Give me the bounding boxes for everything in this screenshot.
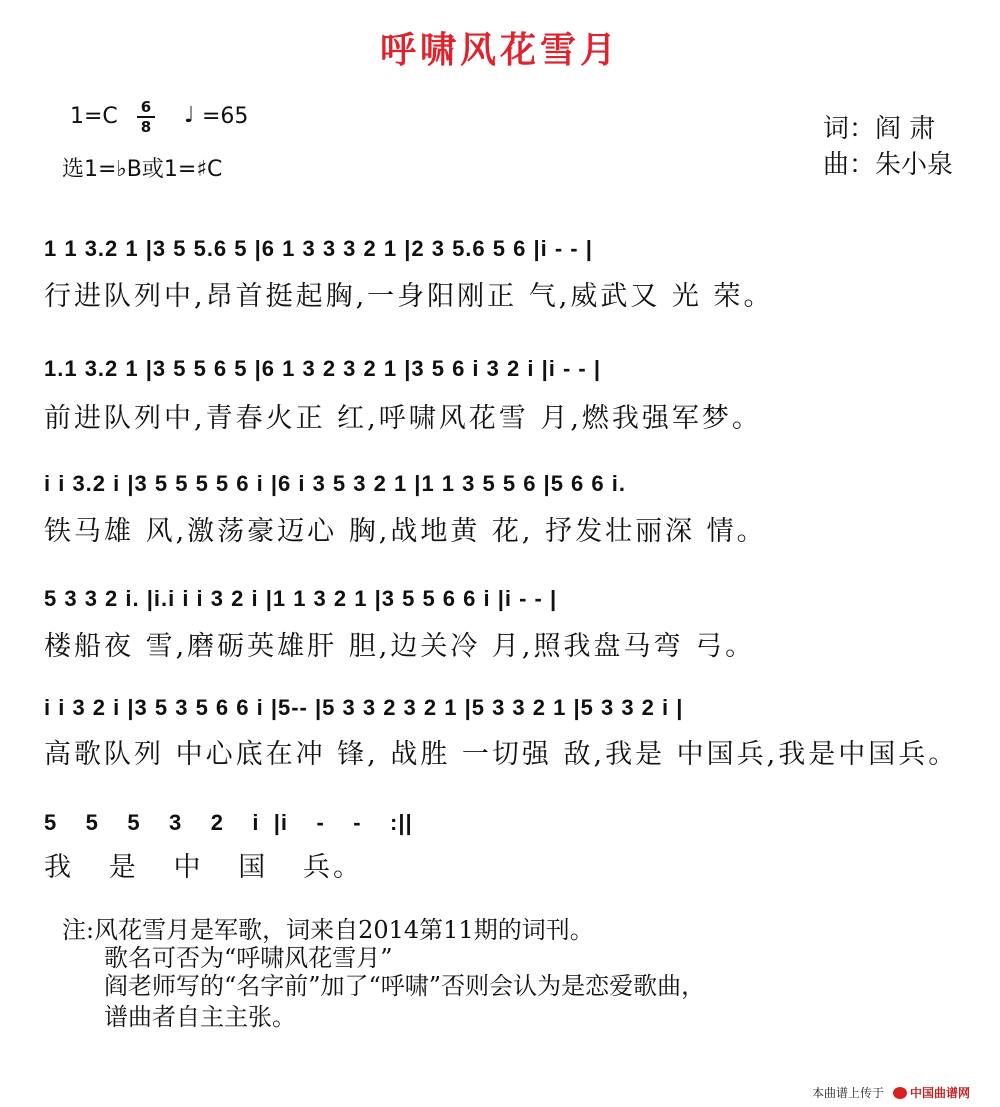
staff-4-lyrics: 楼船夜 雪,磨砺英雄肝 胆,边关冷 月,照我盘马弯 弓。 <box>44 631 756 662</box>
note-line-2: 歌名可否为“呼啸风花雪月” <box>104 944 393 972</box>
site-logo-text: 中国曲谱网 <box>910 1086 971 1100</box>
staff-3-lyrics: 铁马雄 风,激荡豪迈心 胸,战地黄 花, 抒发壮丽深 情。 <box>44 516 767 547</box>
staff-6-notes: 5 5 5 3 2 i |i - - :|| <box>44 810 413 835</box>
note-line-1: 注:风花雪月是军歌，词来自2014第11期的词刊。 <box>62 916 594 944</box>
site-logo <box>893 1084 970 1101</box>
composer-credit: 曲：朱小泉 <box>823 150 954 180</box>
staff-2-notes: 1.1 3.2 1 |3 5 5 6 5 |6 1 3 2 3 2 1 |3 5 6 i 3 2 i |i - - | <box>44 356 601 381</box>
key-signature: 1=C <box>70 104 118 129</box>
tempo-note-icon: ♩ <box>184 103 195 128</box>
time-signature-top: 6 <box>140 98 152 116</box>
lyricist-credit: 词：阎 肃 <box>823 114 936 144</box>
staff-4-notes: 5 3 3 2 i. |i.i i i 3 2 i |1 1 3 2 1 |3 5 5 6 6 i |i - - | <box>44 586 558 611</box>
tempo-value: =65 <box>202 104 249 129</box>
staff-3-notes: i i 3.2 i |3 5 5 5 5 6 i |6 i 3 5 3 2 1 |1 1 3 5 5 6 |5 6 6 i. <box>44 471 626 496</box>
note-line-4: 谱曲者自主主张。 <box>104 1003 296 1031</box>
staff-1-notes: 1 1 3.2 1 |3 5 5.6 5 |6 1 3 3 3 2 1 |2 3 5.6 5 6 |i - - | <box>44 236 593 261</box>
site-logo-icon <box>893 1087 907 1099</box>
staff-6-lyrics: 我 是 中 国 兵。 <box>44 852 363 883</box>
footer-text: 本曲谱上传于 <box>812 1086 885 1100</box>
song-title: 呼啸风花雪月 <box>379 30 620 71</box>
staff-2-lyrics: 前进队列中,青春火正 红,呼啸风花雪 月,燃我强军梦。 <box>44 403 762 434</box>
staff-1-lyrics: 行进队列中,昂首挺起胸,一身阳刚正 气,威武又 光 荣。 <box>44 281 774 312</box>
staff-5-lyrics: 高歌队列 中心底在冲 锋, 战胜 一切强 敌,我是 中国兵,我是中国兵。 <box>44 739 959 770</box>
staff-5-notes: i i 3 2 i |3 5 3 5 6 6 i |5-- |5 3 3 2 3 2 1 |5 3 3 2 1 |5 3 3 2 i | <box>44 695 684 720</box>
time-signature-bottom: 8 <box>140 118 152 136</box>
note-line-3: 阎老师写的“名字前”加了“呼啸”否则会认为是恋爱歌曲， <box>104 972 706 1000</box>
alternate-key: 选1=♭B或1=♯C <box>62 157 223 182</box>
